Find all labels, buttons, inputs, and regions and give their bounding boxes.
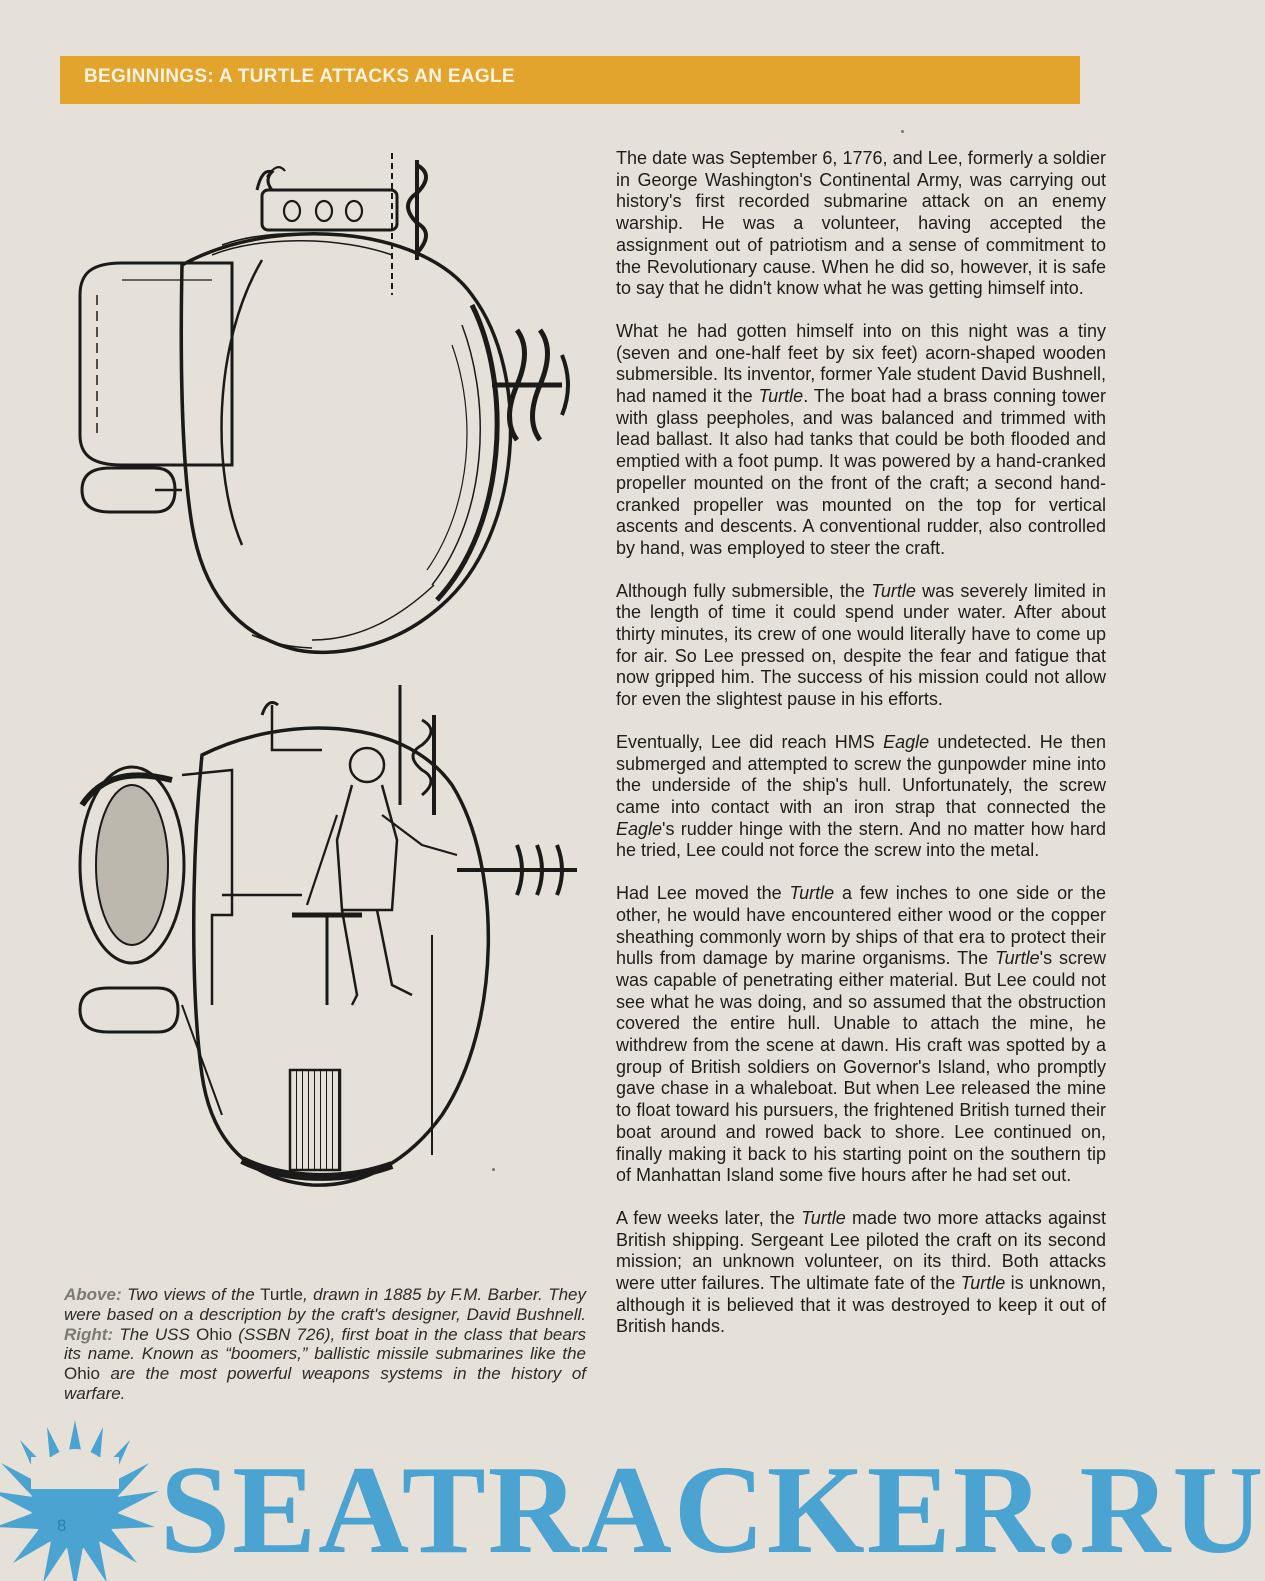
figure-caption	[64, 1285, 586, 1404]
paragraph-text: What he had gotten himself into on this night was a tiny (seven and one-half feet by six feet) acorn-shaped wooden submersible. Its inventor, former Yale student David Bushnell, had named it the	[616, 320, 1106, 407]
chapter-title: BEGINNINGS: A TURTLE ATTACKS AN EAGLE	[84, 66, 515, 87]
ship-name: Turtle	[871, 580, 916, 601]
turtle-exterior-illustration	[62, 145, 592, 665]
paragraph-text: . The boat had a brass conning tower with glass peepholes, and was balanced and trimmed with lead ballast. It also had tanks that could be both flooded and emptied with a foot pump. It was powered by a hand-cranked propeller mounted on the front of the craft; a second hand-cranked propeller was mounted on the top for vertical ascents and descents. A conventional rudder, also controlled by hand, was employed to steer the craft.	[616, 386, 1106, 558]
paragraph-text: a few inches to one side or the other, he would have encountered either wood or the copper sheathing commonly worn by ships of that era to protect their hulls from damage by marine organisms. The	[616, 883, 1107, 969]
turtle-cutaway-illustration	[62, 675, 592, 1195]
paragraph-text: undetected. He then submerged and attempted to screw the gunpowder mine into the underside of the ship's hull. Unfortunately, the screw came into contact with an iron strap that connected the	[616, 731, 1107, 817]
caption-label-right: Right:	[64, 1324, 114, 1344]
paragraph-text: A few weeks later, the	[616, 1207, 802, 1228]
ship-name: Turtle	[789, 883, 835, 904]
paragraph-text: was severely limited in the length of time it could spend under water. After about thirty minutes, its crew of one would literally have to come up for air. So Lee pressed on, despite the fear and fatigue that now gripped him. The success of his mission could not allow for even the slightest pause in his efforts.	[616, 580, 1107, 710]
article-paragraph	[616, 883, 1106, 1187]
article-paragraph	[616, 148, 1106, 300]
paragraph-text: Had Lee moved the	[616, 883, 790, 904]
scan-speck	[901, 130, 904, 133]
paragraph-text: is unknown, although it is believed that it was destroyed to keep it out of British hands.	[616, 1273, 1107, 1337]
ship-name: Turtle	[960, 1273, 1006, 1294]
paragraph-text: made two more attacks against British shipping. Sergeant Lee piloted the craft on its second mission; an unknown volunteer, on its third. Both attacks were utter failures. The ultimate fate of the	[616, 1207, 1106, 1294]
caption-text: Two views of the	[121, 1285, 261, 1304]
paragraph-text: Eventually, Lee did reach HMS	[616, 731, 884, 752]
chapter-header-band	[60, 56, 1080, 104]
article-paragraph	[616, 1208, 1106, 1338]
ship-name: Turtle	[994, 948, 1040, 969]
caption-text: (SSBN 726), first boat in the class that bears its name. Known as “boomers,” ballistic missile submarines like the	[64, 1324, 586, 1364]
article-paragraph	[616, 732, 1106, 862]
scan-speck	[492, 1168, 495, 1171]
caption-ship-name: Turtle	[260, 1285, 303, 1304]
ship-name: Turtle	[801, 1207, 846, 1228]
ship-name: Turtle	[758, 386, 804, 407]
article-paragraph	[616, 321, 1106, 560]
ship-name: Eagle	[616, 818, 663, 839]
caption-ship-name: Ohio	[64, 1364, 100, 1384]
watermark-text: SEATRACKER.RU	[160, 1441, 1265, 1580]
paragraph-text: 's rudder hinge with the stern. And no matter how hard he tried, Lee could not force the screw into the metal.	[616, 818, 1106, 861]
caption-text: are the most powerful weapons systems in the history of warfare.	[64, 1364, 586, 1403]
caption-label-above: Above:	[64, 1285, 122, 1304]
caption-text: , drawn in 1885 by F.M. Barber. They were based on a description by the craft's designer, David Bushnell.	[64, 1285, 586, 1324]
ship-name: Eagle	[883, 731, 930, 752]
paragraph-text: 's screw was capable of penetrating either material. But Lee could not see what he was doing, and so assumed that the obstruction covered the entire hull. Unable to attach the mine, he withdrew from the scene at dawn. His craft was spotted by a group of British soldiers on Governor's Island, who promptly gave chase in a whaleboat. But when Lee released the mine to float toward his pursuers, the frightened British turned their boat around and rowed back to shore. Lee continued on, finally making it back to his starting point on the southern tip of Manhattan Island some five hours after he had set out.	[616, 948, 1106, 1186]
caption-text: The USS	[113, 1324, 197, 1344]
page-number: 8	[57, 1516, 67, 1535]
paragraph-text: The date was September 6, 1776, and Lee, formerly a soldier in George Washington's Continental Army, was carrying out history's first recorded submarine attack on an enemy warship. He was a volunteer, having accepted the assignment out of patriotism and a sense of commitment to the Revolutionary cause. When he did so, however, it is safe to say that he didn't know what he was getting himself into.	[616, 148, 1106, 299]
article-body	[616, 148, 1106, 1359]
article-paragraph	[616, 581, 1106, 711]
caption-ship-name: Ohio	[196, 1324, 233, 1344]
paragraph-text: Although fully submersible, the	[616, 580, 872, 601]
